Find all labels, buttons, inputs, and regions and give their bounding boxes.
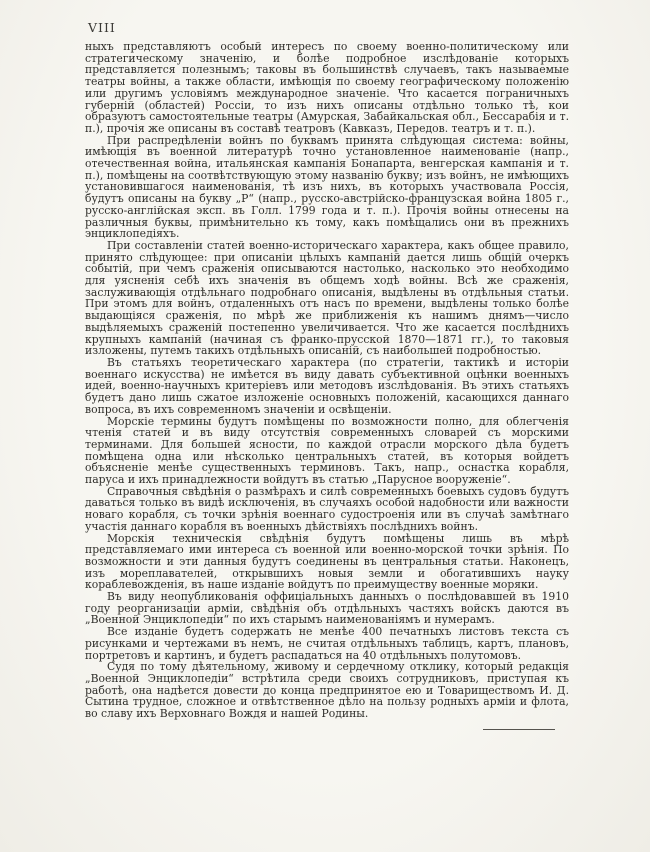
- paragraph: Въ виду неопубликованія оффиціальныхъ данныхъ о послѣдовавшей въ 1910 году реорганизаціи арміи, свѣдѣнія объ отдѣльныхъ частяхъ войскъ даются въ „Военной Энциклопедіи“ по ихъ старымъ наименованіямъ и нумерамъ.: [85, 590, 569, 627]
- paragraph: Въ статьяхъ теоретическаго характера (по стратегіи, тактикѣ и исторіи военнаго искусства) не имѣется въ виду давать субъективной оцѣнки военныхъ идей, военно-научныхъ критеріевъ или методовъ изслѣдованія. Въ этихъ статьяхъ будетъ дано лишь сжатое изложеніе основныхъ положеній, касающихся даннаго вопроса, въ ихъ современномъ значеніи и освѣщеніи.: [85, 355, 569, 416]
- text-block: [85, 41, 569, 730]
- paragraph: Судя по тому дѣятельному, живому и сердечному отклику, который редакція „Военной Энциклопедіи“ встрѣтила среди своихъ сотрудниковъ, приступая къ работѣ, она надѣется довести до конца предпринятое ею и Товариществомъ И. Д. Сытина трудное, сложное и отвѣтственное дѣло на пользу родныхъ арміи и флота, во славу ихъ Верховнаго Вождя и нашей Родины.: [85, 660, 569, 721]
- paragraph: При распредѣленіи войнъ по буквамъ принята слѣдующая система: войны, имѣющія въ военной литературѣ точно установленное наименованіе (напр., отечественная война, итальянская кампанія Бонапарта, венгерская кампанія и т. п.), помѣщены на соотвѣтствующую этому названію букву; изъ войнъ, не имѣющихъ установившагося наименованія, тѣ изъ нихъ, въ которыхъ участвовала Россія, будутъ описаны на букву „Р“ (напр., русско-австрійско-французская война 1805 г., русско-англійская эксп. въ Голл. 1799 года и т. п.). Прочія войны отнесены на различныя буквы, примѣнительно къ тому, какъ помѣщались они въ прежнихъ энциклопедіяхъ.: [85, 133, 569, 241]
- paragraph: Морскіе термины будутъ помѣщены по возможности полно, для облегченія чтенія статей и въ виду отсутствія современныхъ словарей съ морскими терминами. Для большей ясности, по каждой отрасли морского дѣла будетъ помѣщена одна или нѣсколько центральныхъ статей, въ которыя войдетъ объясненіе менѣе существенныхъ терминовъ. Такъ, напр., оснастка корабля, паруса и ихъ принадлежности войдутъ въ статью „Парусное вооруженіе“.: [85, 414, 569, 487]
- paragraph: Морскія техническія свѣдѣнія будутъ помѣщены лишь въ мѣрѣ представляемаго ими интереса съ военной или военно-морской точки зрѣнія. По возможности и эти данныя будутъ соединены въ центральныя статьи. Наконецъ, изъ мореплавателей, открывшихъ новыя земли и обогатившихъ науку кораблевожденія, въ наше изданіе войдутъ по преимуществу военные моряки.: [85, 531, 569, 592]
- paragraph: Все изданіе будетъ содержать не менѣе 400 печатныхъ листовъ текста съ рисунками и чертежами въ немъ, не считая отдѣльныхъ таблицъ, картъ, плановъ, портретовъ и картинъ, и будетъ распадаться на 40 отдѣльныхъ полутомовъ.: [85, 625, 569, 662]
- paragraph: Справочныя свѣдѣнія о размѣрахъ и силѣ современныхъ боевыхъ судовъ будутъ даваться только въ видѣ исключенія, въ случаяхъ особой надобности или важности новаго корабля, съ точки зрѣнія военнаго судостроенія или въ случаѣ замѣтнаго участія даннаго корабля въ военныхъ дѣйствіяхъ послѣднихъ войнъ.: [85, 484, 569, 533]
- end-of-text-divider: [483, 729, 555, 730]
- page-number: VIII: [88, 20, 116, 35]
- paragraph: ныхъ представляютъ особый интересъ по своему военно-политическому или стратегическому значенію, и болѣе подробное изслѣдованіе которыхъ представляется полезнымъ; таковы въ большинствѣ случаевъ, такъ называемые театры войны, а также области, имѣющія по своему географическому положенію или другимъ условіямъ международное значеніе. Что касается пограничныхъ губерній (областей) Россіи, то изъ нихъ описаны отдѣльно только тѣ, кои образуютъ самостоятельные театры (Амурская, Забайкальская обл., Бессарабія и т. п.), прочія же описаны въ составѣ театровъ (Кавказъ, Передов. театръ и т. п.).: [85, 40, 569, 135]
- paragraph: При составленіи статей военно-историческаго характера, какъ общее правило, принято слѣдующее: при описаніи цѣлыхъ кампаній дается лишь общій очеркъ событій, при чемъ сраженія описываются настолько, насколько это необходимо для уясненія себѣ ихъ значенія въ общемъ ходѣ войны. Всѣ же сраженія, заслуживающія отдѣльнаго подробнаго описанія, выдѣлены въ отдѣльныя статьи. При этомъ для войнъ, отдаленныхъ отъ насъ по времени, выдѣлены только болѣе выдающіяся сраженія, по мѣрѣ же приближенія къ нашимъ днямъ—число выдѣляемыхъ сраженій постепенно увеличивается. Что же касается послѣднихъ крупныхъ кампаній (начиная съ франко-прусской 1870—1871 гг.), то таковыя изложены, путемъ такихъ отдѣльныхъ описаній, съ наибольшей подробностью.: [85, 238, 569, 358]
